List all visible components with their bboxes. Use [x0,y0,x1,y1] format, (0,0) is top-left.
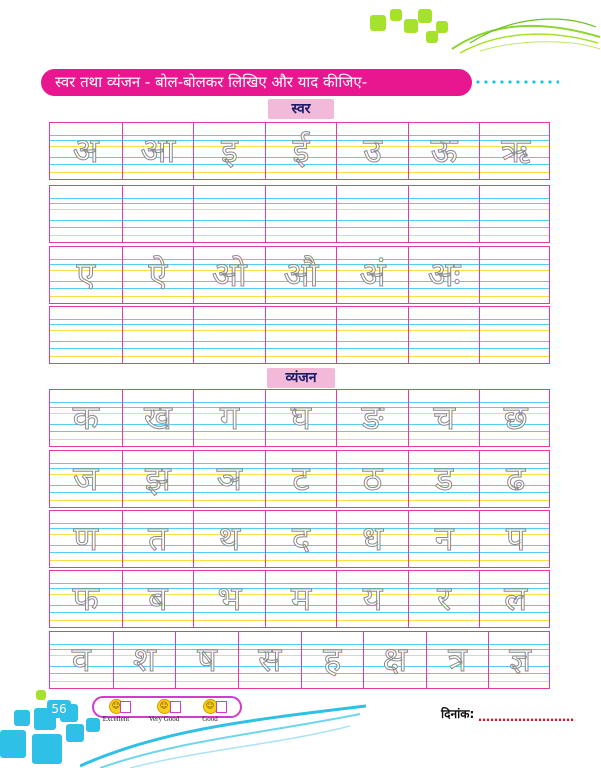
vyanjan-section-title: व्यंजन [267,368,335,388]
trace-letter: व [71,640,91,680]
deco-square [426,31,438,43]
vyanjan-cell[interactable] [479,390,551,446]
trace-letter: अः [427,255,461,295]
deco-square [418,9,432,23]
vyanjan-cell[interactable] [363,632,426,688]
vyanjan-cell[interactable] [50,390,122,446]
trace-letter: ल [504,579,528,619]
swar-cell[interactable] [336,123,408,179]
vyanjan-cell[interactable] [336,390,408,446]
swar-cell[interactable] [50,307,122,363]
rating-checkbox[interactable] [120,701,131,713]
trace-letter: य [362,579,383,619]
swar-cell[interactable] [479,186,551,242]
swar-cell[interactable] [408,186,480,242]
vyanjan-cell[interactable] [408,511,480,567]
trace-letter: ध [362,519,384,559]
trace-letter: फ [72,579,99,619]
trace-letter: ट [292,459,310,499]
vyanjan-cell[interactable] [50,632,113,688]
trace-letter: ज [73,459,99,499]
vyanjan-cell[interactable] [336,451,408,507]
vyanjan-cell[interactable] [265,511,337,567]
swar-cell[interactable] [50,247,122,303]
swar-row [49,185,550,243]
instruction-banner: स्वर तथा व्यंजन - बोल-बोलकर लिखिए और याद कीजिए- [41,69,472,96]
trace-letter: ब [148,579,168,619]
swar-cell[interactable] [408,247,480,303]
trace-letter: ख [143,398,172,438]
banner-dots [474,80,559,84]
swar-row [49,246,550,304]
vyanjan-cell[interactable] [265,451,337,507]
swar-cell[interactable] [265,123,337,179]
trace-letter: ण [73,519,99,559]
deco-square [32,734,62,764]
trace-letter: त्र [448,640,467,680]
trace-letter: ङ [361,398,384,438]
vyanjan-cell[interactable] [193,451,265,507]
deco-square [370,15,386,31]
rating-label: Very Good [148,715,180,723]
trace-letter: क्ष [382,640,408,680]
vyanjan-cell[interactable] [408,390,480,446]
trace-letter: ग [219,398,239,438]
vyanjan-cell[interactable] [265,390,337,446]
trace-letter: त [148,519,168,559]
trace-letter: च [433,398,455,438]
trace-letter: अं [359,255,386,295]
trace-letter: आ [140,131,176,171]
swar-cell[interactable] [122,186,194,242]
vyanjan-cell[interactable] [122,571,194,627]
vyanjan-row [49,389,550,447]
smiley-icon: ☺ [157,699,172,714]
trace-letter: ड [435,459,454,499]
swar-section-title: स्वर [268,99,334,119]
rating-label: Good [202,715,218,723]
trace-letter: इ [221,131,238,171]
vyanjan-cell[interactable] [122,390,194,446]
rating-label: Excellent [102,715,130,723]
vyanjan-cell[interactable] [113,632,176,688]
swar-cell[interactable] [50,123,122,179]
swar-cell[interactable] [50,186,122,242]
trace-letter: झ [144,459,171,499]
trace-letter: र [437,579,452,619]
vyanjan-cell[interactable] [50,571,122,627]
trace-letter: ढ [506,459,526,499]
swar-cell[interactable] [479,307,551,363]
trace-letter: म [290,579,312,619]
trace-letter: स [258,640,282,680]
vyanjan-cell[interactable] [175,632,238,688]
vyanjan-cell[interactable] [193,511,265,567]
vyanjan-cell[interactable] [479,571,551,627]
trace-letter: थ [218,519,241,559]
trace-letter: ई [292,131,310,171]
vyanjan-cell[interactable] [50,511,122,567]
trace-letter: ऐ [148,255,168,295]
trace-letter: प [506,519,526,559]
swar-cell[interactable] [265,307,337,363]
swar-cell[interactable] [122,307,194,363]
vyanjan-cell[interactable] [265,571,337,627]
corner-decoration-top [370,5,601,60]
vyanjan-cell[interactable] [193,571,265,627]
trace-letter: अ [72,131,99,171]
vyanjan-cell[interactable] [50,451,122,507]
swar-cell[interactable] [193,123,265,179]
swar-row [49,306,550,364]
vyanjan-cell[interactable] [479,511,551,567]
trace-letter: न [434,519,454,559]
page-number: 56 [47,700,71,718]
trace-letter: ऊ [430,131,458,171]
vyanjan-cell[interactable] [408,571,480,627]
trace-letter: ओ [212,255,247,295]
rating-checkbox[interactable] [216,701,227,713]
trace-letter: ऋ [501,131,531,171]
trace-letter: उ [363,131,382,171]
date-field[interactable]: …………………… [478,710,574,724]
deco-square [36,690,46,700]
deco-square [0,730,26,758]
swar-cell[interactable] [265,247,337,303]
date-label: दिनांक: [441,707,475,721]
trace-letter: ञ [216,459,243,499]
vyanjan-row [49,450,550,508]
rating-box [92,696,242,723]
smiley-icon: ☺ [109,699,124,714]
vyanjan-cell[interactable] [238,632,301,688]
swar-cell[interactable] [193,307,265,363]
trace-letter: क [72,398,99,438]
swar-cell[interactable] [122,247,194,303]
trace-letter: छ [503,398,528,438]
swar-cell[interactable] [408,307,480,363]
vyanjan-cell[interactable] [488,632,551,688]
vyanjan-row [49,510,550,568]
swar-cell[interactable] [408,123,480,179]
trace-letter: भ [217,579,242,619]
swar-cell[interactable] [193,247,265,303]
smiley-icon: ☺ [203,699,218,714]
swar-cell[interactable] [122,123,194,179]
deco-square [390,9,402,21]
vyanjan-row [49,631,550,689]
swar-cell[interactable] [336,247,408,303]
leaf-swoosh-icon [450,13,601,55]
trace-letter: घ [290,398,312,438]
swar-cell[interactable] [193,186,265,242]
vyanjan-cell[interactable] [122,451,194,507]
trace-letter: द [291,519,311,559]
swar-cell[interactable] [479,247,551,303]
vyanjan-cell[interactable] [336,571,408,627]
vyanjan-cell[interactable] [479,451,551,507]
vyanjan-cell[interactable] [193,390,265,446]
trace-letter: ह [323,640,342,680]
trace-letter: ए [76,255,96,295]
trace-letter: श [132,640,156,680]
vyanjan-cell[interactable] [408,451,480,507]
rating-checkbox[interactable] [170,701,181,713]
trace-letter: औ [283,255,319,295]
trace-letter: ज्ञ [509,640,532,680]
swar-cell[interactable] [479,123,551,179]
vyanjan-row [49,570,550,628]
deco-square [14,710,30,726]
vyanjan-cell[interactable] [336,511,408,567]
trace-letter: ष [197,640,217,680]
deco-square [436,21,448,33]
swar-cell[interactable] [336,307,408,363]
swar-cell[interactable] [265,186,337,242]
vyanjan-cell[interactable] [426,632,489,688]
swar-row [49,122,550,180]
vyanjan-cell[interactable] [301,632,364,688]
vyanjan-cell[interactable] [122,511,194,567]
deco-square [404,19,418,33]
trace-letter: ठ [362,459,383,499]
swar-cell[interactable] [336,186,408,242]
